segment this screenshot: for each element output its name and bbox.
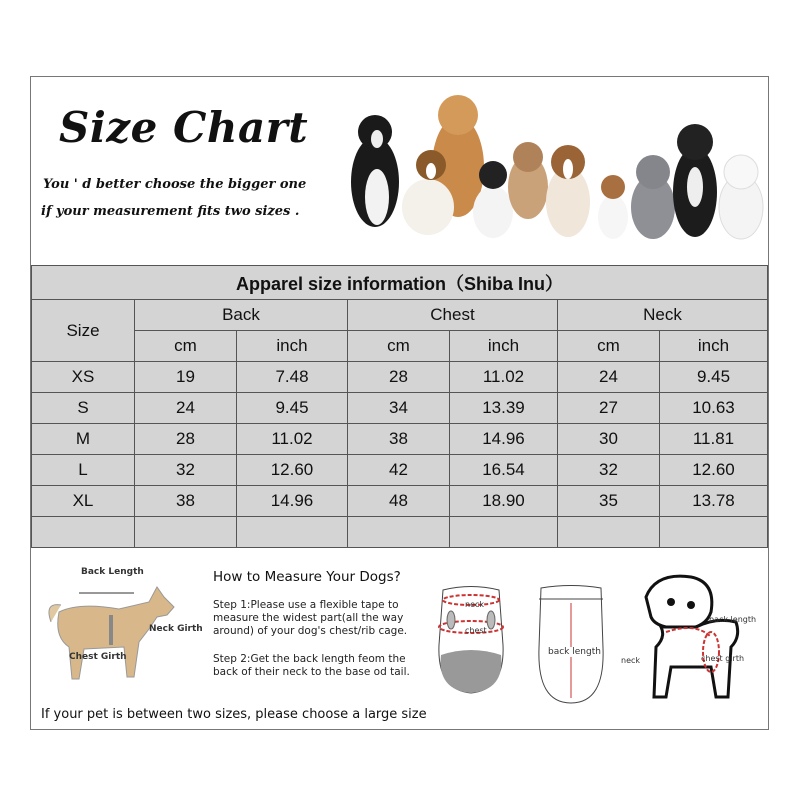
value-cell: 11.02	[237, 424, 348, 455]
garment-chest-label: chest	[465, 626, 487, 635]
value-cell: 14.96	[237, 486, 348, 517]
value-cell: 11.02	[450, 362, 558, 393]
value-cell: 34	[348, 393, 450, 424]
table-row	[32, 455, 768, 486]
value-cell: 13.39	[450, 393, 558, 424]
measure-section	[31, 555, 768, 729]
value-cell: 7.48	[237, 362, 348, 393]
value-cell: 9.45	[660, 362, 768, 393]
size-cell: L	[32, 455, 135, 486]
value-cell: 24	[558, 362, 660, 393]
size-cell: S	[32, 393, 135, 424]
pets-photo-image	[343, 87, 768, 247]
puppy-neck-label: neck	[621, 656, 641, 665]
value-cell: 30	[558, 424, 660, 455]
value-cell: 12.60	[660, 455, 768, 486]
value-cell: 11.81	[660, 424, 768, 455]
unit-header: inch	[660, 331, 768, 362]
size-cell: M	[32, 424, 135, 455]
back-header: Back	[135, 300, 348, 331]
table-caption: Apparel size information（Shiba Inu）	[32, 266, 768, 300]
step-2-text: Step 2:Get the back length feom the back of their neck to the base od tail.	[213, 653, 410, 678]
unit-header: cm	[348, 331, 450, 362]
size-chart-frame	[30, 76, 769, 730]
value-cell: 48	[348, 486, 450, 517]
size-table	[31, 265, 768, 548]
value-cell: 35	[558, 486, 660, 517]
value-cell: 13.78	[660, 486, 768, 517]
empty-cell	[32, 517, 135, 548]
empty-cell	[135, 517, 237, 548]
page-title: Size Chart	[59, 103, 309, 152]
table-row	[32, 486, 768, 517]
neck-girth-label: Neck Girth	[149, 624, 203, 634]
garment-back-length-label: back length	[548, 647, 601, 657]
value-cell: 16.54	[450, 455, 558, 486]
empty-cell	[450, 517, 558, 548]
empty-cell	[558, 517, 660, 548]
value-cell: 14.96	[450, 424, 558, 455]
header-banner	[31, 77, 768, 265]
value-cell: 32	[135, 455, 237, 486]
table-row	[32, 362, 768, 393]
step-1-text: Step 1:Please use a flexible tape to measure the widest part(all the way around) of your dog's chest/rib cage.	[213, 599, 408, 637]
value-cell: 27	[558, 393, 660, 424]
back-length-label: Back Length	[81, 567, 144, 577]
subtitle-line-2: if your measurement fits two sizes .	[41, 204, 300, 219]
empty-cell	[237, 517, 348, 548]
value-cell: 19	[135, 362, 237, 393]
garment-front-illustration	[431, 565, 511, 705]
garment-back-illustration	[531, 583, 611, 705]
garment-neck-label: neck	[465, 600, 485, 609]
value-cell: 28	[348, 362, 450, 393]
size-cell: XS	[32, 362, 135, 393]
how-to-measure-title: How to Measure Your Dogs?	[213, 569, 401, 585]
empty-cell	[348, 517, 450, 548]
unit-header: inch	[450, 331, 558, 362]
neck-header: Neck	[558, 300, 768, 331]
value-cell: 18.90	[450, 486, 558, 517]
value-cell: 28	[135, 424, 237, 455]
empty-cell	[660, 517, 768, 548]
table-row	[32, 424, 768, 455]
chest-girth-label: Chest Girth	[69, 652, 127, 662]
value-cell: 42	[348, 455, 450, 486]
puppy-chest-girth-label: chest girth	[701, 654, 745, 663]
value-cell: 9.45	[237, 393, 348, 424]
unit-header: inch	[237, 331, 348, 362]
unit-header: cm	[135, 331, 237, 362]
puppy-back-length-label: back length	[709, 615, 757, 624]
size-cell: XL	[32, 486, 135, 517]
value-cell: 24	[135, 393, 237, 424]
value-cell: 38	[135, 486, 237, 517]
value-cell: 38	[348, 424, 450, 455]
subtitle-line-1: You ' d better choose the bigger one	[43, 177, 307, 192]
value-cell: 10.63	[660, 393, 768, 424]
table-row	[32, 393, 768, 424]
puppy-measure-illustration	[626, 567, 766, 707]
chest-header: Chest	[348, 300, 558, 331]
empty-row	[32, 517, 768, 548]
unit-header: cm	[558, 331, 660, 362]
footer-note: If your pet is between two sizes, please choose a large size	[41, 707, 427, 722]
size-header: Size	[32, 300, 135, 362]
value-cell: 32	[558, 455, 660, 486]
value-cell: 12.60	[237, 455, 348, 486]
